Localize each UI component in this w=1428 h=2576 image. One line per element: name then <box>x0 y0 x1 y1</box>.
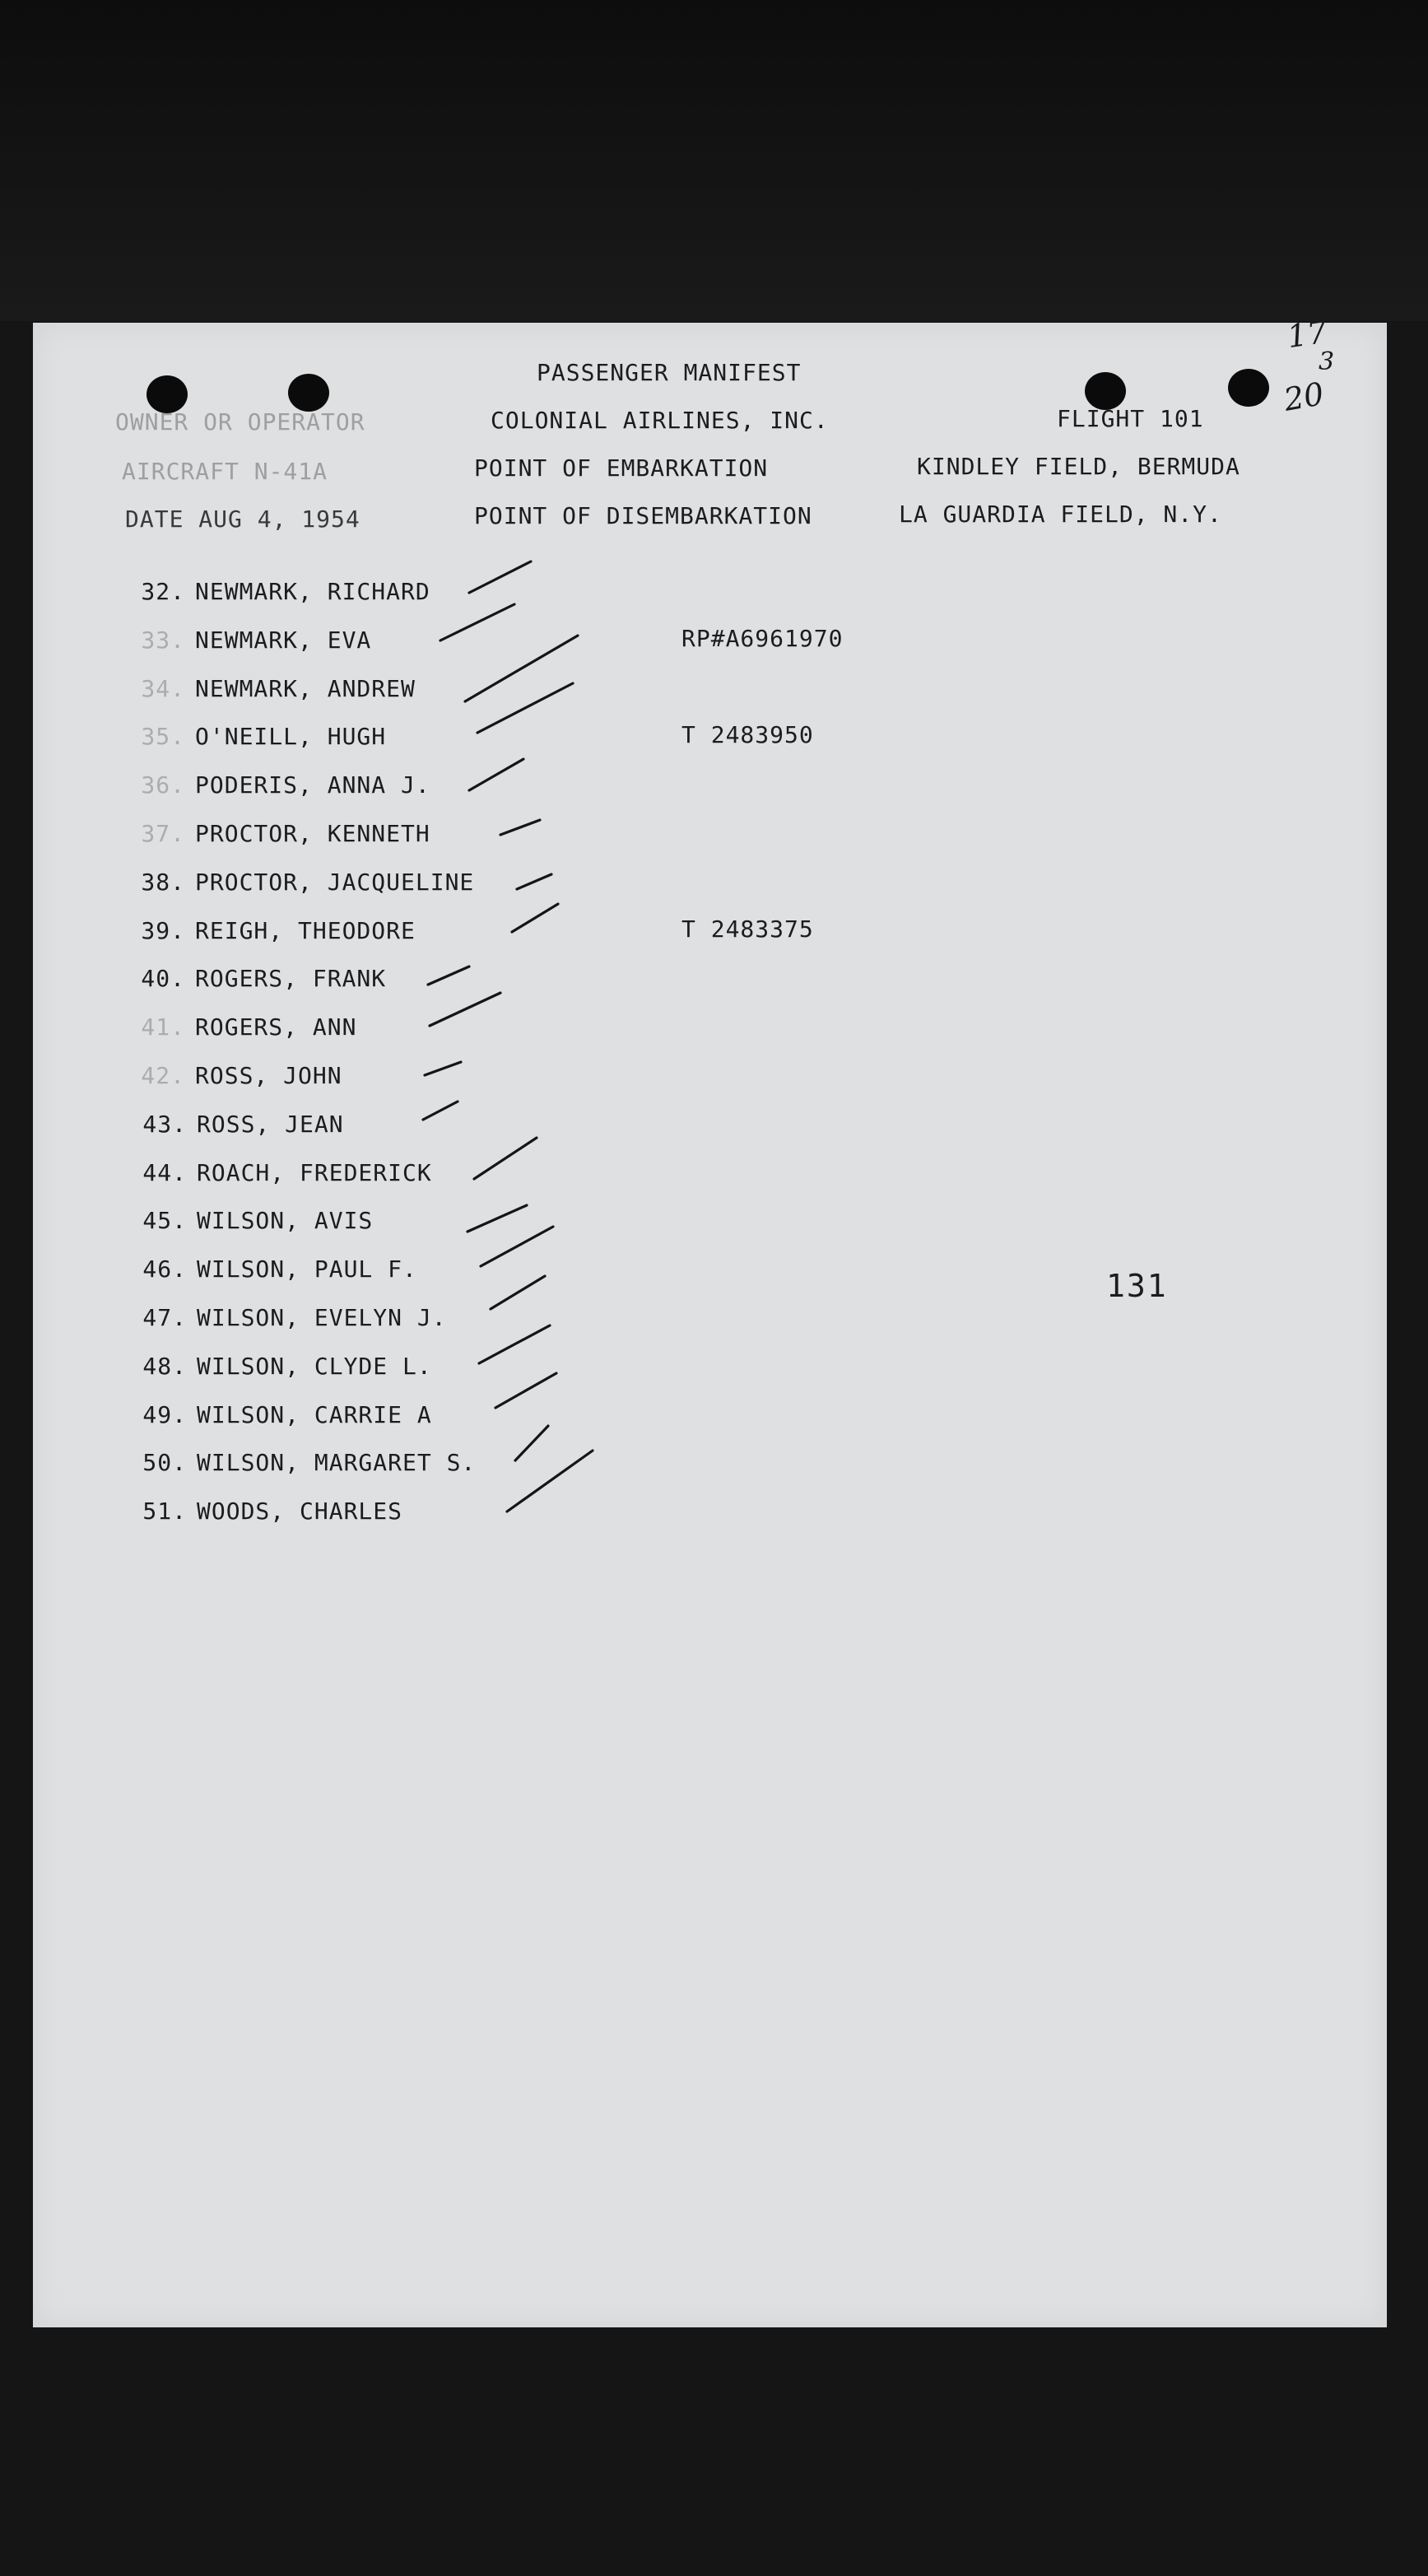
owner-operator-label: OWNER OR OPERATOR <box>115 408 365 436</box>
check-mark <box>477 683 573 733</box>
passenger-number: 45. <box>142 1207 187 1235</box>
check-mark <box>423 1102 458 1120</box>
passenger-document-number: T 2483950 <box>681 721 814 749</box>
passenger-name: ROACH, FREDERICK <box>197 1158 432 1186</box>
check-mark <box>469 561 531 593</box>
manifest-page <box>33 313 1387 2327</box>
check-mark <box>440 604 514 641</box>
check-mark <box>500 820 540 835</box>
page-number: 131 <box>1106 1268 1168 1304</box>
passenger-number: 46. <box>142 1255 187 1283</box>
check-marks <box>33 323 1387 2327</box>
check-mark <box>512 904 558 932</box>
passenger-number: 32. <box>141 578 185 605</box>
passenger-number: 38. <box>141 868 185 896</box>
passenger-name: NEWMARK, RICHARD <box>195 578 430 605</box>
passenger-number: 44. <box>142 1158 187 1186</box>
check-mark <box>469 759 523 790</box>
check-mark <box>495 1373 556 1408</box>
embarkation-label: POINT OF EMBARKATION <box>474 454 769 482</box>
check-mark <box>467 1205 527 1232</box>
passenger-number: 40. <box>141 965 185 993</box>
aircraft-label: AIRCRAFT N-41A <box>122 458 328 485</box>
check-mark <box>465 636 578 701</box>
passenger-number: 33. <box>141 626 185 654</box>
passenger-name: NEWMARK, EVA <box>195 626 372 654</box>
passenger-number: 36. <box>141 771 185 799</box>
passenger-number: 35. <box>141 723 185 751</box>
passenger-document-number: T 2483375 <box>681 915 814 943</box>
check-mark <box>491 1276 545 1309</box>
passenger-number: 39. <box>141 916 185 944</box>
passenger-name: ROSS, JOHN <box>195 1062 342 1089</box>
disembarkation-label: POINT OF DISEMBARKATION <box>474 502 812 529</box>
passenger-name: ROSS, JEAN <box>197 1110 344 1138</box>
passenger-number: 49. <box>142 1400 187 1428</box>
passenger-number: 42. <box>141 1062 185 1089</box>
passenger-name: PROCTOR, KENNETH <box>195 820 430 847</box>
passenger-number: 34. <box>141 674 185 702</box>
check-mark <box>425 1062 461 1075</box>
passenger-number: 48. <box>142 1352 187 1380</box>
scan-background-top <box>0 0 1428 321</box>
passenger-name: ROGERS, FRANK <box>195 965 387 993</box>
passenger-name: WILSON, MARGARET S. <box>197 1449 477 1477</box>
embarkation-place: KINDLEY FIELD, BERMUDA <box>917 453 1240 480</box>
passenger-number: 50. <box>142 1449 187 1477</box>
handwritten-corner-top: 17 <box>1285 313 1330 356</box>
flight-number: FLIGHT 101 <box>1057 405 1204 432</box>
passenger-number: 43. <box>142 1110 187 1138</box>
manifest-date: DATE AUG 4, 1954 <box>125 505 360 533</box>
check-mark <box>479 1325 550 1363</box>
manifest-title: PASSENGER MANIFEST <box>537 359 802 386</box>
check-mark <box>517 874 551 889</box>
passenger-name: PROCTOR, JACQUELINE <box>195 868 475 896</box>
passenger-name: WILSON, AVIS <box>197 1207 374 1235</box>
passenger-number: 51. <box>142 1498 187 1526</box>
check-mark <box>430 993 500 1026</box>
passenger-name: PODERIS, ANNA J. <box>195 771 430 799</box>
passenger-name: ROGERS, ANN <box>195 1013 357 1041</box>
passenger-name: WILSON, CLYDE L. <box>197 1352 432 1380</box>
handwritten-corner-bottom: 20 <box>1281 375 1327 418</box>
passenger-name: WILSON, PAUL F. <box>197 1255 417 1283</box>
disembarkation-place: LA GUARDIA FIELD, N.Y. <box>899 501 1222 528</box>
passenger-number: 41. <box>141 1013 185 1041</box>
passenger-name: WILSON, EVELYN J. <box>197 1304 447 1331</box>
airline-name: COLONIAL AIRLINES, INC. <box>491 407 829 434</box>
passenger-name: NEWMARK, ANDREW <box>195 674 416 702</box>
passenger-number: 37. <box>141 820 185 847</box>
passenger-document-number: RP#A6961970 <box>681 624 844 652</box>
passenger-number: 47. <box>142 1304 187 1331</box>
passenger-name: WILSON, CARRIE A <box>197 1400 432 1428</box>
passenger-name: WOODS, CHARLES <box>197 1498 403 1526</box>
check-mark <box>515 1426 548 1460</box>
passenger-name: O'NEILL, HUGH <box>195 723 387 751</box>
check-mark <box>474 1138 537 1179</box>
check-mark <box>507 1451 593 1512</box>
passenger-name: REIGH, THEODORE <box>195 916 416 944</box>
check-mark <box>481 1227 553 1266</box>
check-mark <box>428 967 469 985</box>
handwritten-corner-middle: 3 <box>1319 347 1335 376</box>
